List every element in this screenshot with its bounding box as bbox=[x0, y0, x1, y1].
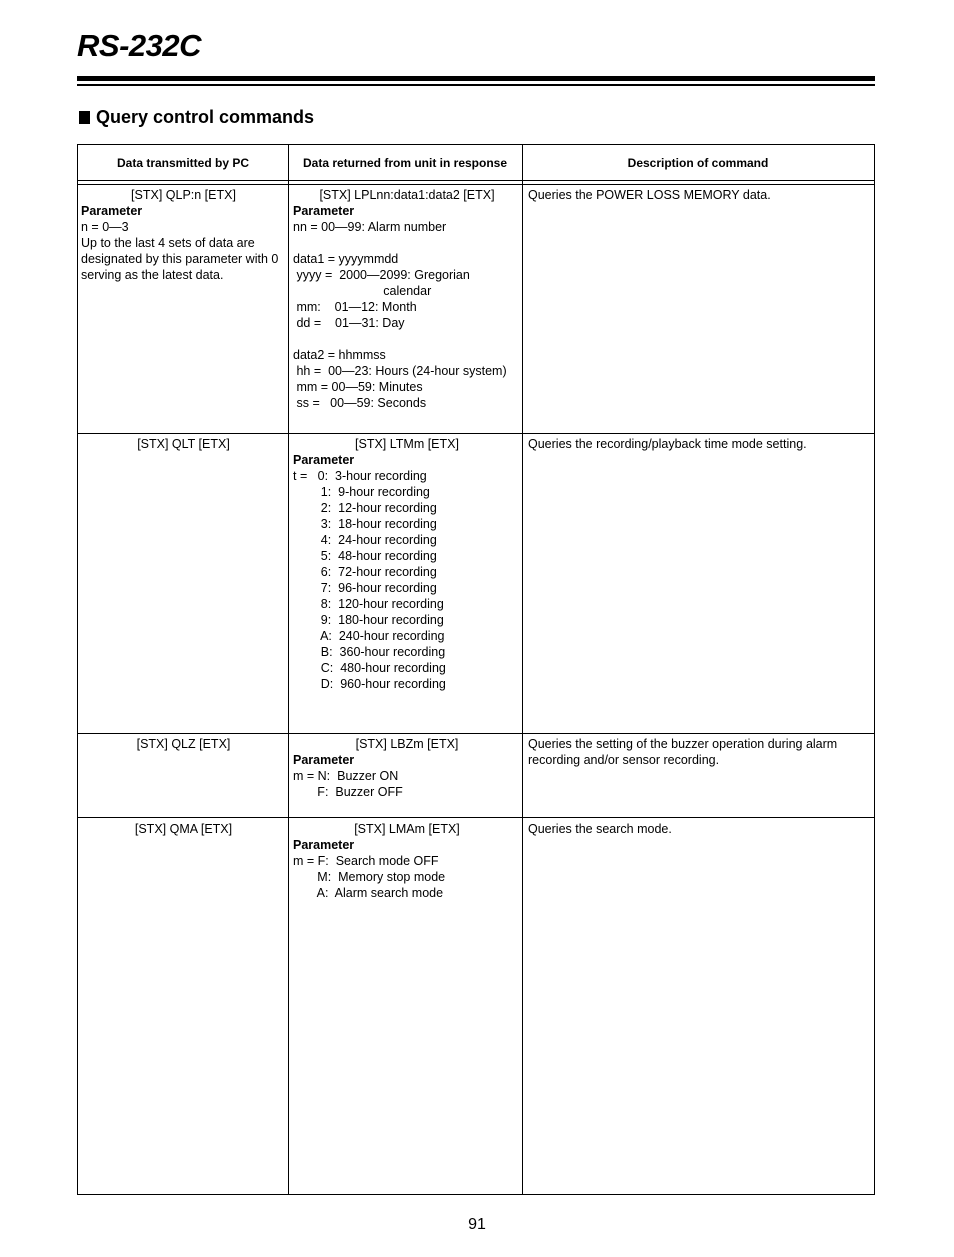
row-divider bbox=[78, 433, 874, 434]
column-divider bbox=[522, 145, 523, 1194]
parameter-label: Parameter bbox=[293, 838, 355, 852]
bullet-square-icon bbox=[79, 111, 90, 124]
table-row-3-description: Queries the setting of the buzzer operation during alarm recording and/or sensor recording. bbox=[528, 737, 838, 767]
pc-text-line: designated by this parameter with 0 bbox=[81, 252, 279, 266]
response-text-line: B: 360-hour recording bbox=[293, 645, 446, 659]
pc-text-line: n = 0—3 bbox=[81, 220, 129, 234]
parameter-label: Parameter bbox=[293, 204, 355, 218]
page-number: 91 bbox=[468, 1216, 486, 1233]
table-row-3-response bbox=[293, 736, 521, 800]
response-text-line: 4: 24-hour recording bbox=[293, 533, 437, 547]
response-text-line: 9: 180-hour recording bbox=[293, 613, 444, 627]
response-text-line: A: Alarm search mode bbox=[293, 886, 444, 900]
response-text-line: 2: 12-hour recording bbox=[293, 501, 437, 515]
parameter-label: Parameter bbox=[293, 453, 355, 467]
pc-command: [STX] QLP:n [ETX] bbox=[131, 188, 236, 202]
header-rule-thick bbox=[77, 76, 875, 81]
response-text-line: A: 240-hour recording bbox=[293, 629, 445, 643]
response-text-line: nn = 00—99: Alarm number bbox=[293, 220, 447, 234]
response-text-line: ss = 00—59: Seconds bbox=[293, 396, 427, 410]
response-command: [STX] LPLnn:data1:data2 [ETX] bbox=[319, 188, 495, 202]
table-row-1-response bbox=[293, 187, 521, 411]
table-row-2-response bbox=[293, 436, 521, 692]
response-text-line: 7: 96-hour recording bbox=[293, 581, 437, 595]
table-row-3-pc bbox=[81, 736, 286, 752]
response-text-line: D: 960-hour recording bbox=[293, 677, 446, 691]
response-text-line: hh = 00—23: Hours (24-hour system) bbox=[293, 364, 507, 378]
response-text-line: data1 = yyyymmdd bbox=[293, 252, 399, 266]
header-cell-pc: Data transmitted by PC bbox=[116, 156, 250, 170]
column-divider bbox=[288, 145, 289, 1194]
response-text-line: C: 480-hour recording bbox=[293, 661, 446, 675]
response-command: [STX] LTMm [ETX] bbox=[355, 437, 459, 451]
response-command: [STX] LBZm [ETX] bbox=[355, 737, 459, 751]
table-row-1-description: Queries the POWER LOSS MEMORY data. bbox=[528, 188, 771, 202]
pc-command: [STX] QLT [ETX] bbox=[137, 437, 230, 451]
pc-text-line: Up to the last 4 sets of data are bbox=[81, 236, 255, 250]
header-cell-response: Data returned from unit in response bbox=[302, 156, 508, 170]
header-rule-thin bbox=[77, 84, 875, 86]
response-text-line: data2 = hhmmss bbox=[293, 348, 386, 362]
response-text-line: 5: 48-hour recording bbox=[293, 549, 437, 563]
row-divider bbox=[78, 817, 874, 818]
response-text-line: M: Memory stop mode bbox=[293, 870, 446, 884]
table-row-4-pc bbox=[81, 821, 286, 837]
parameter-label: Parameter bbox=[293, 753, 355, 767]
header-divider bbox=[78, 180, 874, 185]
section-heading bbox=[79, 107, 314, 128]
response-text-line bbox=[293, 235, 521, 251]
response-text-line: 8: 120-hour recording bbox=[293, 597, 444, 611]
row-divider bbox=[78, 733, 874, 734]
query-commands-table bbox=[77, 144, 875, 1195]
table-row-4-description: Queries the search mode. bbox=[528, 822, 672, 836]
response-text-line: mm = 00—59: Minutes bbox=[293, 380, 423, 394]
pc-command: [STX] QMA [ETX] bbox=[134, 822, 233, 836]
table-row-2-pc bbox=[81, 436, 286, 452]
table-row-1-pc bbox=[81, 187, 286, 283]
response-text-line: yyyy = 2000—2099: Gregorian bbox=[293, 268, 470, 282]
response-text-line: t = 0: 3-hour recording bbox=[293, 469, 427, 483]
response-text-line: F: Buzzer OFF bbox=[293, 785, 403, 799]
header-cell-description: Description of command bbox=[627, 156, 769, 170]
response-text-line: 1: 9-hour recording bbox=[293, 485, 430, 499]
pc-command: [STX] QLZ [ETX] bbox=[136, 737, 231, 751]
response-text-line: 6: 72-hour recording bbox=[293, 565, 437, 579]
response-text-line: dd = 01—31: Day bbox=[293, 316, 405, 330]
response-text-line: mm: 01—12: Month bbox=[293, 300, 417, 314]
response-text-line bbox=[293, 331, 521, 347]
table-row-4-response bbox=[293, 821, 521, 901]
page-header-title: RS-232C bbox=[77, 28, 201, 63]
response-text-line: m = F: Search mode OFF bbox=[293, 854, 439, 868]
response-text-line: 3: 18-hour recording bbox=[293, 517, 437, 531]
parameter-label: Parameter bbox=[81, 204, 143, 218]
response-text-line: m = N: Buzzer ON bbox=[293, 769, 399, 783]
section-title: Query control commands bbox=[96, 107, 315, 127]
table-row-2-description: Queries the recording/playback time mode setting. bbox=[528, 437, 807, 451]
pc-text-line: serving as the latest data. bbox=[81, 268, 224, 282]
response-text-line: calendar bbox=[293, 284, 432, 298]
response-command: [STX] LMAm [ETX] bbox=[354, 822, 460, 836]
